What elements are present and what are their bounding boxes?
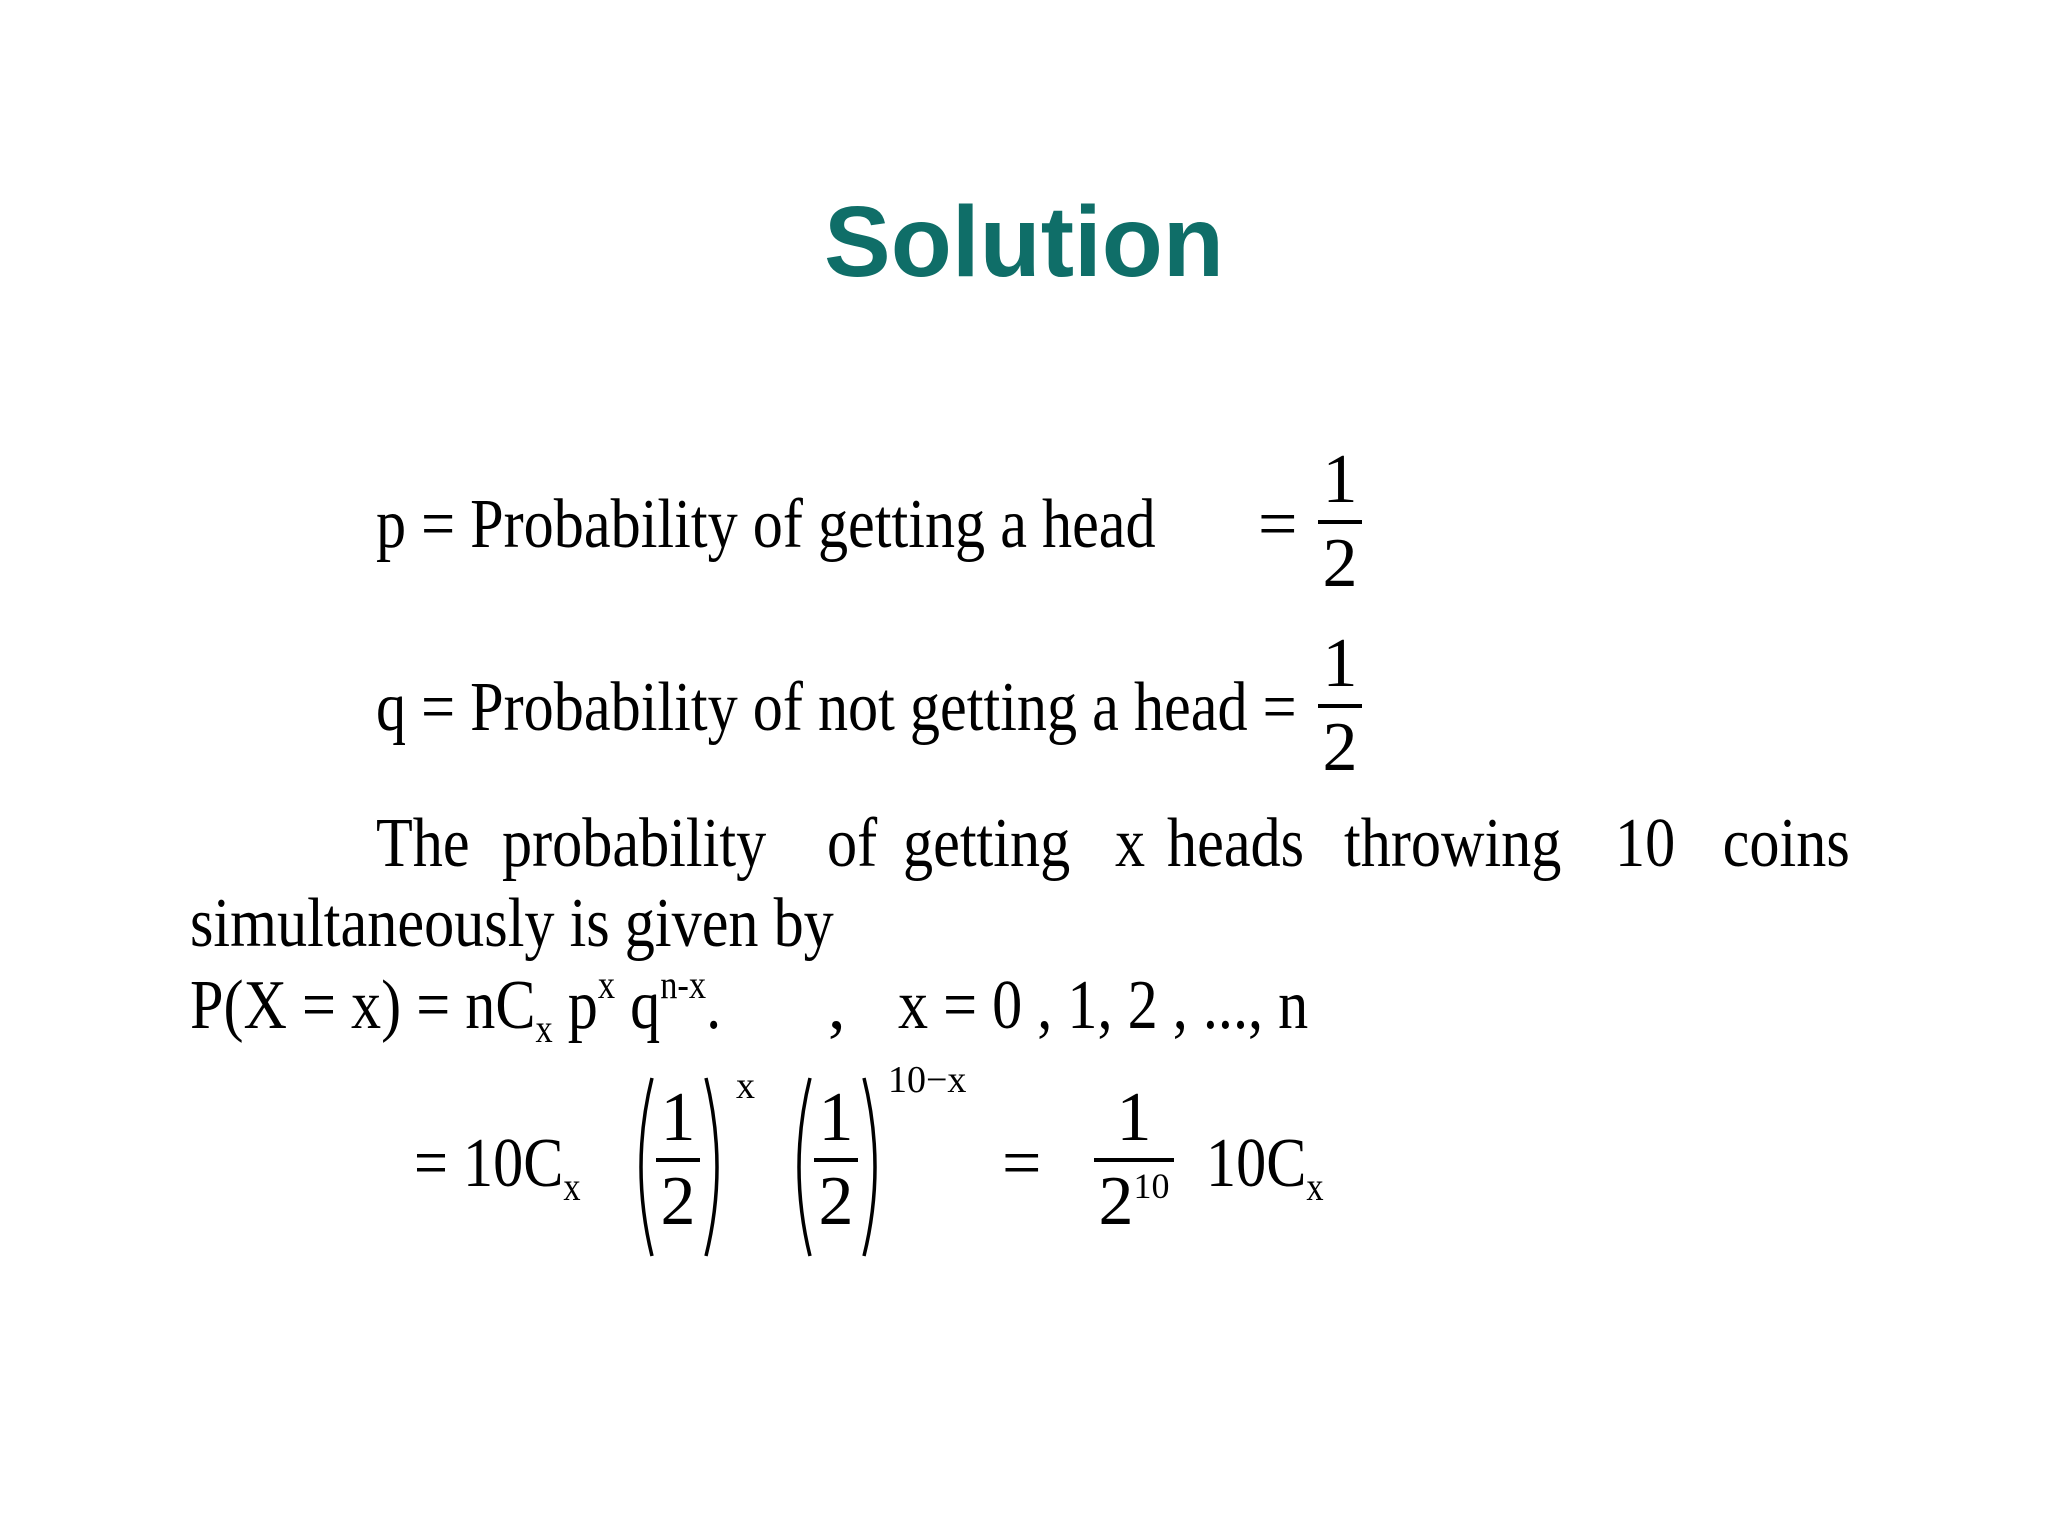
fraction-numerator: 1 [818, 1079, 854, 1156]
subscript-x: x [535, 1006, 553, 1051]
expanded-formula-lhs-text [414, 1124, 581, 1209]
q-symbol: q [630, 967, 661, 1044]
half-fraction-2 [814, 1078, 858, 1242]
word: of [827, 805, 878, 882]
binomial-formula [190, 962, 808, 1051]
right-parenthesis [860, 1074, 890, 1260]
word: The [376, 805, 470, 882]
q-fraction-denominator: 2 [1322, 709, 1358, 786]
right-parenthesis [702, 1074, 732, 1260]
x-range [898, 966, 1375, 1046]
word: probability [502, 805, 767, 882]
one-over-two-pow-ten [1094, 1078, 1174, 1242]
half-fraction-1 [656, 1078, 700, 1242]
word: x [1114, 805, 1145, 882]
formula-period: . [706, 967, 722, 1044]
superscript-x: x [597, 962, 616, 1007]
p-fraction-numerator: 1 [1322, 441, 1358, 518]
p-equals: = [1258, 486, 1298, 563]
subscript-x: x [563, 1164, 581, 1209]
p-definition [376, 485, 1283, 565]
fraction-denominator: 2 [660, 1163, 696, 1240]
q-definition-text: q = Probability of not getting a head = [376, 669, 1297, 746]
result-term [1206, 1124, 1343, 1209]
word: coins [1722, 805, 1850, 882]
exponent-ten: 10 [1133, 1166, 1170, 1206]
exponent-10-minus-x: 10−x [888, 1059, 967, 1101]
p-fraction-denominator: 2 [1322, 525, 1358, 602]
left-parenthesis [626, 1074, 656, 1260]
x-range-text: x = 0 , 1, 2 , ..., n [898, 967, 1309, 1044]
paragraph-line-2 [190, 884, 939, 964]
p-fraction [1318, 440, 1362, 604]
formula-10c: = 10C [414, 1125, 564, 1202]
q-fraction-numerator: 1 [1322, 625, 1358, 702]
p-symbol: p [567, 967, 598, 1044]
equals-sign: = [1002, 1125, 1042, 1202]
word: 10 [1614, 805, 1675, 882]
base-two: 2 [1098, 1163, 1134, 1240]
paragraph-line-1 [376, 804, 1850, 884]
word: heads [1167, 805, 1305, 882]
expanded-formula-lhs [414, 1124, 608, 1209]
superscript-n-x: n-x [660, 962, 707, 1007]
word: throwing [1344, 805, 1562, 882]
fraction-numerator: 1 [660, 1079, 696, 1156]
p-definition-text: p = Probability of getting a head [376, 486, 1156, 563]
q-definition [376, 668, 1446, 748]
q-fraction [1318, 624, 1362, 788]
fraction-numerator: 1 [1116, 1079, 1152, 1156]
fraction-denominator [1094, 1162, 1174, 1242]
left-parenthesis [784, 1074, 814, 1260]
fraction-denominator: 2 [818, 1163, 854, 1240]
exponent-x: x [736, 1065, 755, 1107]
binomial-formula-expression [190, 962, 722, 1051]
subscript-x: x [1306, 1164, 1324, 1209]
word: getting [902, 805, 1071, 882]
paragraph-line-2-text: simultaneously is given by [190, 885, 834, 962]
result-10c: 10C [1206, 1125, 1307, 1202]
result-term-text [1206, 1124, 1324, 1209]
formula-lhs: P(X = x) = nC [190, 967, 536, 1044]
slide-title: Solution [824, 186, 1224, 298]
formula-comma: , [828, 967, 846, 1044]
